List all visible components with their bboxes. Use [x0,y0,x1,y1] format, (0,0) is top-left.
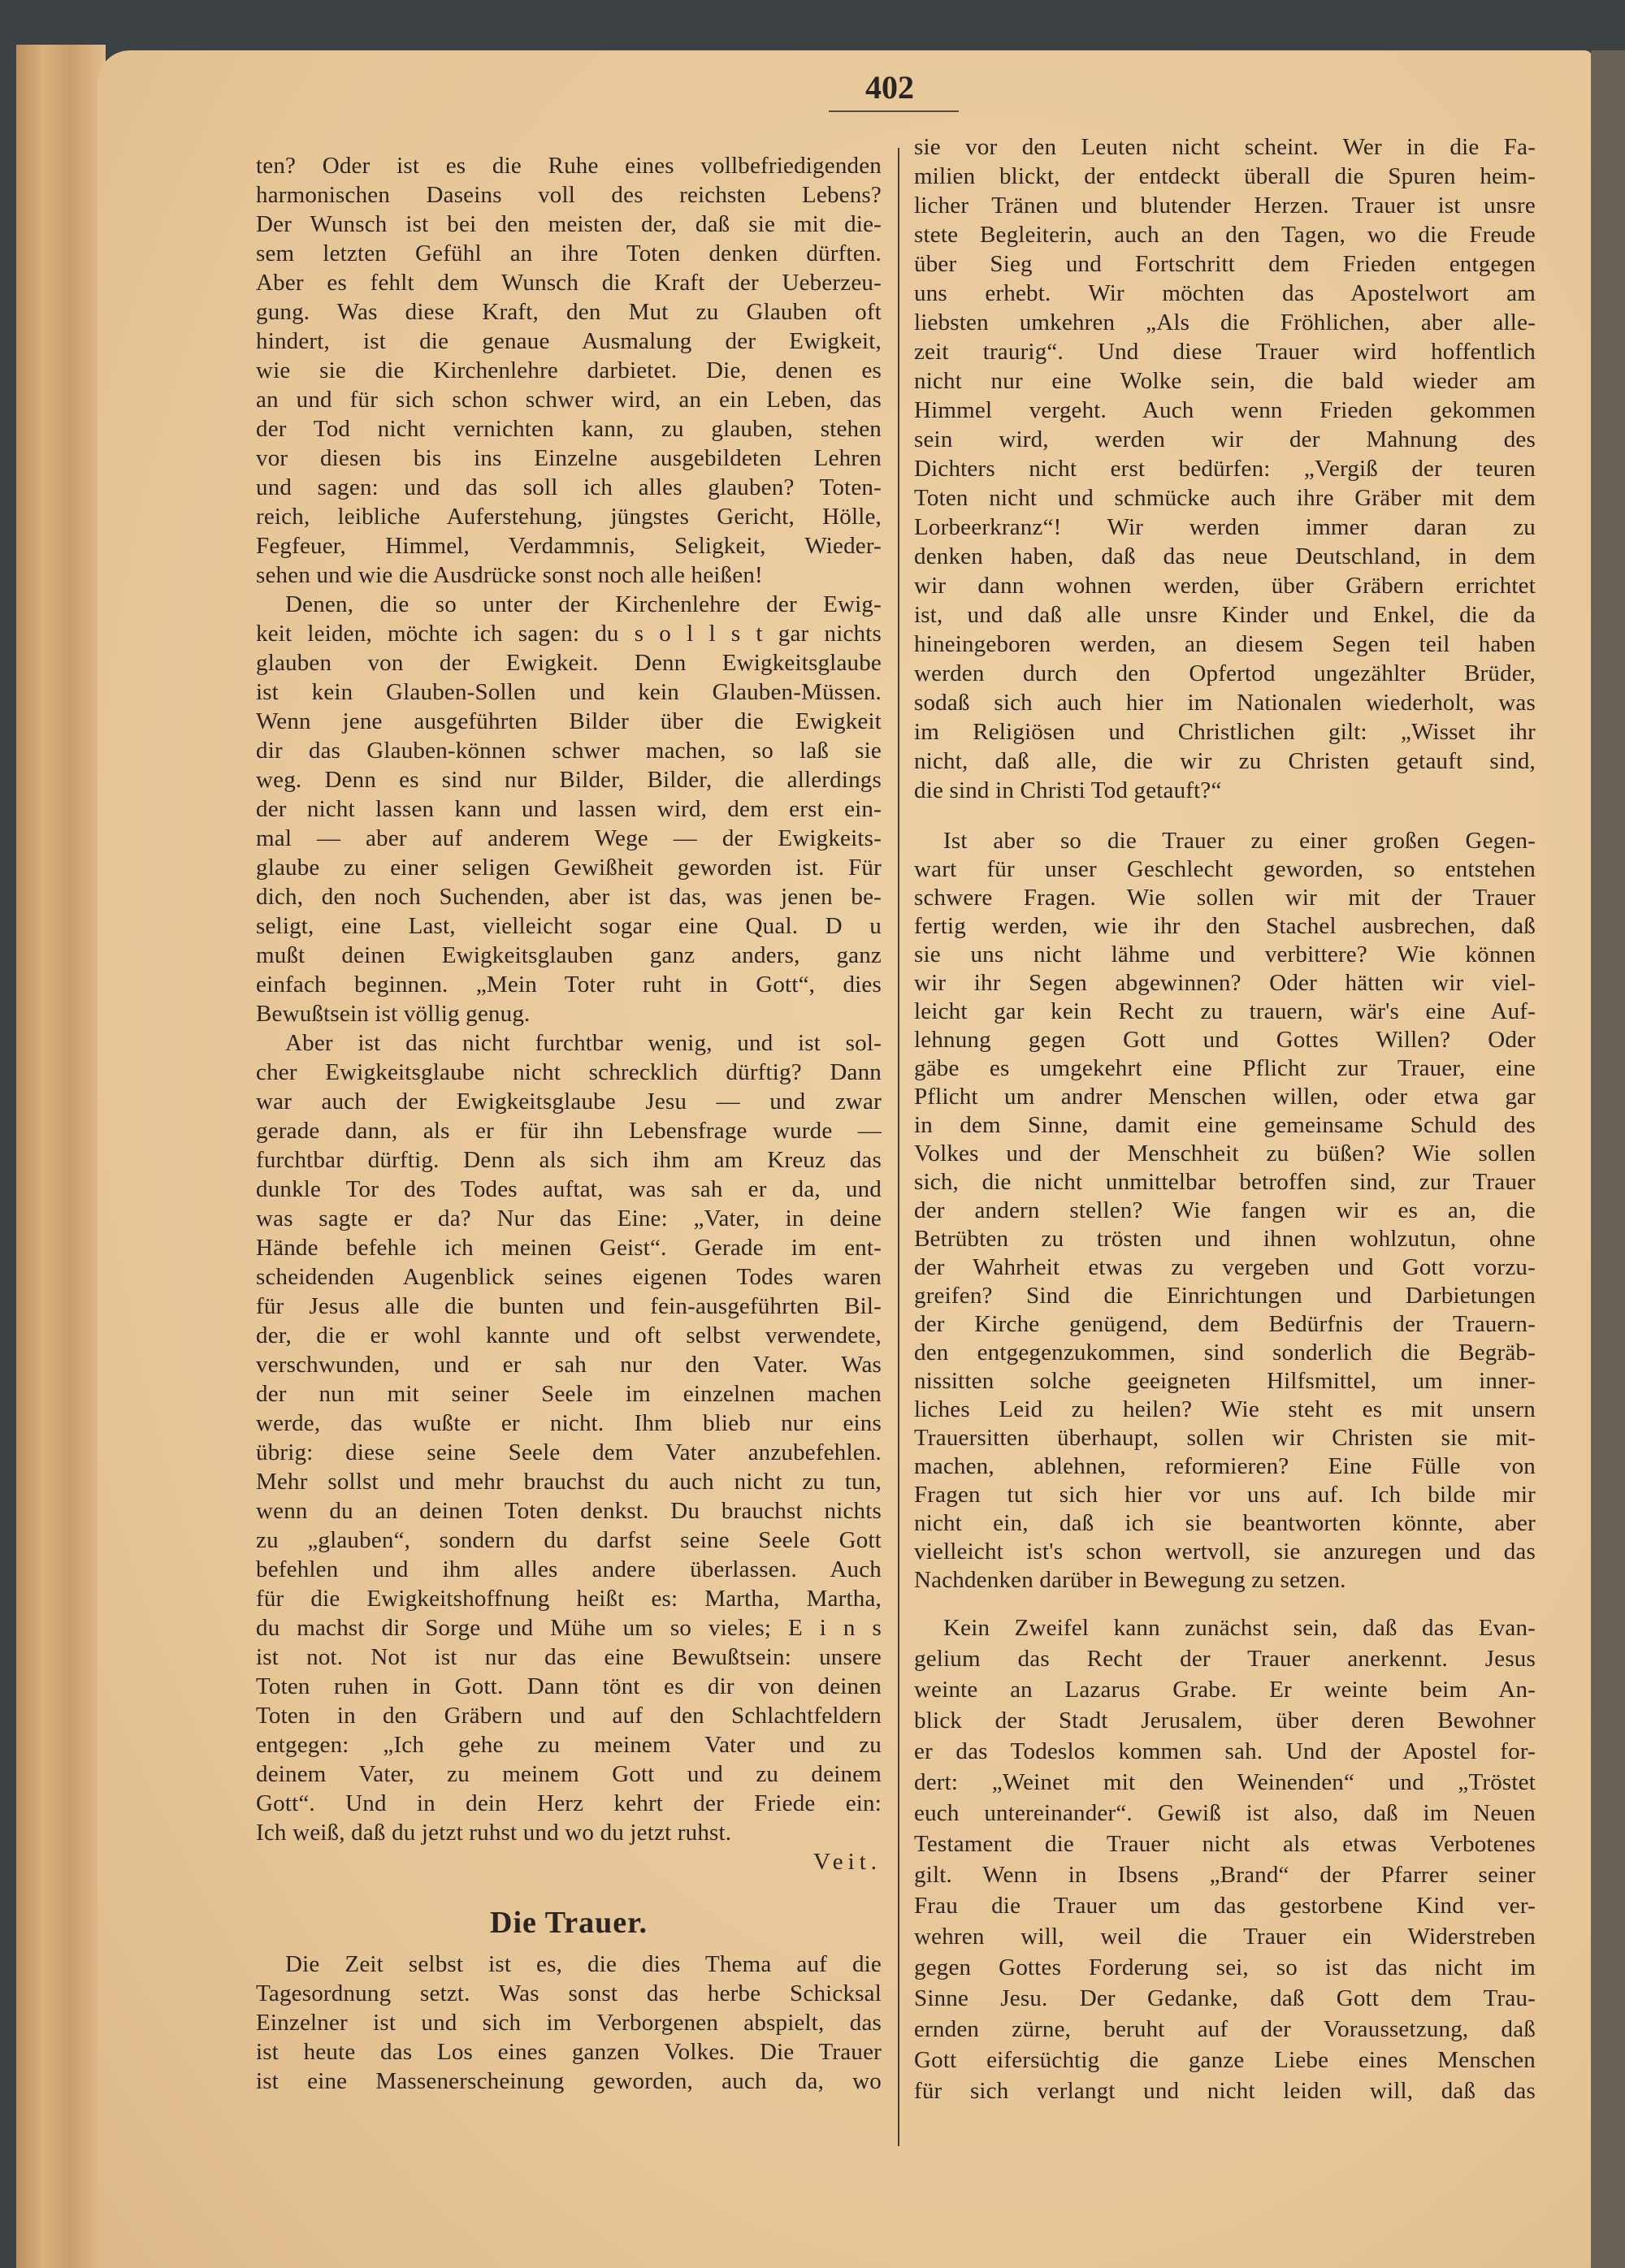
text-line: vor diesen bis ins Einzelne ausgebildeten Lehren [256,445,882,471]
text-line: Die Zeit selbst ist es, die dies Thema auf die [285,1951,882,1977]
text-line: Dichters nicht erst bedürfen: „Vergiß der teuren [914,456,1536,482]
text-line: mal — aber auf anderem Wege — der Ewigkeits- [256,825,882,851]
text-line: hineingeboren werden, an diesem Segen teil haben [914,631,1536,657]
text-line: war auch der Ewigkeitsglaube Jesu — und zwar [256,1089,882,1115]
text-line: dir das Glauben-können schwer machen, so laß sie [256,738,882,764]
text-line: werden durch den Opfertod ungezählter Brüder, [914,660,1536,686]
text-line: Aber ist das nicht furchtbar wenig, und ist sol- [285,1030,882,1056]
page-number: 402 [865,69,914,106]
text-line: zeit traurig“. Und diese Trauer wird hoffentlich [914,339,1536,365]
text-line: der Kirche genügend, dem Bedürfnis der Trauern- [914,1311,1536,1337]
text-line: für Jesus alle die bunten und fein-ausgeführten Bil- [256,1293,882,1319]
text-line: die sind in Christi Tod getauft?“ [914,777,1222,803]
text-line: gerade dann, als er für ihn Lebensfrage wurde — [256,1118,882,1144]
text-line: ist not. Not ist nur das eine Bewußtsein: unsere [256,1644,882,1670]
text-line: entgegen: „Ich gehe zu meinem Vater und zu [256,1732,882,1758]
text-line: liebsten umkehren „Als die Fröhlichen, aber alle- [914,309,1536,335]
text-line: dert: „Weinet mit den Weinenden“ und „Tröstet [914,1769,1536,1795]
text-line: greifen? Sind die Einrichtungen und Darbietungen [914,1283,1536,1309]
text-line: Testament die Trauer nicht als etwas Verbotenes [914,1831,1536,1857]
text-line: zu „glauben“, sondern du darfst seine Seele Gott [256,1527,882,1553]
text-line: sie vor den Leuten nicht scheint. Wer in die Fa- [914,134,1536,160]
text-line: der nun mit seiner Seele im einzelnen machen [256,1381,882,1407]
text-line: der, die er wohl kannte und oft selbst verwendete, [256,1322,882,1348]
text-line: seligt, eine Last, vielleicht sogar eine Qual. D u [256,913,882,939]
text-line: und sagen: und das soll ich alles glauben? Toten- [256,474,882,500]
page-edges [16,45,106,2268]
text-line: euch untereinander“. Gewiß ist also, daß im Neuen [914,1800,1536,1826]
text-line: vielleicht ist's schon wertvoll, sie anzuregen und das [914,1539,1536,1565]
text-line: wenn du an deinen Toten denkst. Du brauchst nichts [256,1498,882,1524]
text-line: glauben von der Ewigkeit. Denn Ewigkeitsglaube [256,650,882,676]
text-line: wehren will, weil die Trauer ein Widerstreben [914,1924,1536,1950]
page-number-rule [829,110,959,112]
text-line: du machst dir Sorge und Mühe um so vieles; E i n s [256,1615,882,1641]
text-line: für sich verlangt und nicht leiden will, daß das [914,2078,1536,2104]
text-line: sein wird, werden wir der Mahnung des [914,426,1536,452]
text-line: Denen, die so unter der Kirchenlehre der Ewig- [285,591,882,617]
text-line: Gott“. Und in dein Herz kehrt der Friede ein: [256,1790,882,1816]
text-line: uns erhebt. Wir möchten das Apostelwort am [914,280,1536,306]
text-line: weg. Denn es sind nur Bilder, Bilder, die allerdings [256,767,882,793]
text-line: im Religiösen und Christlichen gilt: „Wisset ihr [914,719,1536,745]
text-line: ist, und daß alle unsre Kinder und Enkel, die da [914,602,1536,628]
text-line: Trauersitten überhaupt, sollen wir Christen sie mit- [914,1425,1536,1451]
text-line: gelium das Recht der Trauer anerkennt. Jesus [914,1646,1536,1672]
text-line: wir dann wohnen werden, über Gräbern errichtet [914,573,1536,599]
text-line: der nicht lassen kann und lassen wird, dem erst ein- [256,796,882,822]
text-line: nicht nur eine Wolke sein, die bald wieder am [914,368,1536,394]
text-line: Wenn jene ausgeführten Bilder über die Ewigkeit [256,708,882,734]
text-line: liches Leid zu heilen? Wie steht es mit unsern [914,1396,1536,1422]
right-column-paragraph-1 [914,132,1536,805]
text-line: cher Ewigkeitsglaube nicht schrecklich dürftig? Dann [256,1059,882,1085]
text-line: Ich weiß, daß du jetzt ruhst und wo du jetzt ruhst. [256,1820,732,1846]
text-line: ernden zürne, beruht auf der Voraussetzung, daß [914,2016,1536,2042]
text-line: Fegfeuer, Himmel, Verdammnis, Seligkeit, Wieder- [256,533,882,559]
text-line: werde, das wußte er nicht. Ihm blieb nur eins [256,1410,882,1436]
text-line: über Sieg und Fortschritt dem Frieden entgegen [914,251,1536,277]
text-line: gung. Was diese Kraft, den Mut zu Glauben oft [256,299,882,325]
text-line: Kein Zweifel kann zunächst sein, daß das Evan- [943,1615,1536,1641]
text-line: leicht gar kein Recht zu trauern, wär's eine Auf- [914,998,1536,1024]
binding-edge [1591,50,1625,2268]
text-line: sem letzten Gefühl an ihre Toten denken dürften. [256,240,882,266]
column-divider [898,148,899,2146]
text-line: Toten in den Gräbern und auf den Schlachtfeldern [256,1703,882,1729]
text-line: gilt. Wenn in Ibsens „Brand“ der Pfarrer seiner [914,1862,1536,1888]
text-line: furchtbar dürftig. Denn als sich ihm am Kreuz das [256,1147,882,1173]
text-line: Toten ruhen in Gott. Dann tönt es dir von deinen [256,1673,882,1699]
text-line: Aber es fehlt dem Wunsch die Kraft der Ueberzeu- [256,270,882,296]
text-line: Lorbeerkranz“! Wir werden immer daran zu [914,514,1536,540]
text-line: wie sie die Kirchenlehre darbietet. Die, denen es [256,357,882,383]
text-line: Fragen tut sich hier vor uns auf. Ich bilde mir [914,1482,1536,1508]
text-line: Himmel vergeht. Auch wenn Frieden gekommen [914,397,1536,423]
text-line: für die Ewigkeitshoffnung heißt es: Martha, Martha, [256,1586,882,1612]
text-line: Bewußtsein ist völlig genug. [256,1001,531,1027]
text-line: reich, leibliche Auferstehung, jüngstes Gericht, Hölle, [256,504,882,530]
text-line: deinem Vater, zu meinem Gott und zu deinem [256,1761,882,1787]
text-line: gegen Gottes Forderung sei, so ist das nicht im [914,1954,1536,1980]
text-line: der Tod nicht vernichten kann, zu glauben, stehen [256,416,882,442]
text-line: glaube zu einer seligen Gewißheit geworden ist. Für [256,855,882,881]
text-line: wir ihr Segen abgewinnen? Oder hätten wir viel- [914,970,1536,996]
text-line: sie uns nicht lähme und verbittere? Wie können [914,941,1536,967]
text-line: nicht, daß alle, die wir zu Christen getauft sind, [914,748,1536,774]
author-signature: Veit. [813,1849,882,1875]
text-line: wart für unser Geschlecht geworden, so entstehen [914,856,1536,882]
text-line: ist kein Glauben-Sollen und kein Glauben-Müssen. [256,679,882,705]
text-line: licher Tränen und blutender Herzen. Trauer ist unsre [914,193,1536,219]
article-intro [256,1950,882,2096]
text-line: dunkle Tor des Todes auftat, was sah er da, und [256,1176,882,1202]
text-line: denken haben, daß das neue Deutschland, in dem [914,543,1536,569]
text-line: er das Todeslos kommen sah. Und der Apostel for- [914,1738,1536,1764]
text-line: an und für sich schon schwer wird, an ein Leben, das [256,387,882,413]
text-line: in dem Sinne, damit eine gemeinsame Schuld des [914,1112,1536,1138]
text-line: Der Wunsch ist bei den meisten der, daß sie mit die- [256,211,882,237]
text-line: befehlen und ihm alles andere überlassen. Auch [256,1556,882,1582]
text-line: Gott eifersüchtig die ganze Liebe eines Menschen [914,2047,1536,2073]
text-line: übrig: diese seine Seele dem Vater anzubefehlen. [256,1439,882,1465]
text-line: ist eine Massenerscheinung geworden, auch da, wo [256,2068,882,2094]
text-line: machen, ablehnen, reformieren? Eine Fülle von [914,1453,1536,1479]
text-line: einfach beginnen. „Mein Toter ruht in Gott“, dies [256,972,882,998]
text-line: harmonischen Daseins voll des reichsten Lebens? [256,182,882,208]
text-line: Hände befehle ich meinen Geist“. Gerade im ent- [256,1235,882,1261]
text-line: sehen und wie die Ausdrücke sonst noch alle heißen! [256,562,763,588]
left-column [256,151,882,1876]
text-line: Tagesordnung setzt. Was sonst das herbe Schicksal [256,1980,882,2006]
text-line: dich, den noch Suchenden, aber ist das, was jenen be- [256,884,882,910]
text-line: Nachdenken darüber in Bewegung zu setzen. [914,1567,1346,1593]
text-line: scheidenden Augenblick seines eigenen Todes waren [256,1264,882,1290]
text-line: den entgegenzukommen, sind sonderlich die Begräb- [914,1340,1536,1366]
text-line: Pflicht um andrer Menschen willen, oder etwa gar [914,1084,1536,1110]
text-line: milien blickt, der entdeckt überall die Spuren heim- [914,163,1536,189]
text-line: fertig werden, wie ihr den Stachel ausbrechen, daß [914,913,1536,939]
text-line: ist heute das Los eines ganzen Volkes. Die Trauer [256,2039,882,2065]
text-line: hindert, ist die genaue Ausmalung der Ewigkeit, [256,328,882,354]
right-column-paragraph-2 [914,827,1536,1595]
text-line: Ist aber so die Trauer zu einer großen Gegen- [943,828,1536,854]
text-line: blick der Stadt Jerusalem, über deren Bewohner [914,1707,1536,1733]
text-line: der andern stellen? Wie fangen wir es an, die [914,1197,1536,1223]
text-line: der Wahrheit etwas zu vergeben und Gott vorzu- [914,1254,1536,1280]
text-line: keit leiden, möchte ich sagen: du s o l l s t gar nichts [256,621,882,647]
text-line: weinte an Lazarus Grabe. Er weinte beim An- [914,1677,1536,1703]
text-line: sodaß sich auch hier im Nationalen wiederholt, was [914,690,1536,716]
text-line: stete Begleiterin, auch an den Tagen, wo die Freude [914,222,1536,248]
text-line: Toten nicht und schmücke auch ihre Gräber mit dem [914,485,1536,511]
article-heading: Die Trauer. [490,1906,648,1940]
text-line: Frau die Trauer um das gestorbene Kind ver- [914,1893,1536,1919]
text-line: Betrübten zu trösten und ihnen wohlzutun, ohne [914,1226,1536,1252]
text-line: verschwunden, und er sah nur den Vater. Was [256,1352,882,1378]
text-line: Einzelner ist und sich im Verborgenen abspielt, das [256,2010,882,2036]
text-line: ten? Oder ist es die Ruhe eines vollbefriedigenden [256,153,882,179]
text-line: Volkes und der Menschheit zu büßen? Wie sollen [914,1140,1536,1166]
text-line: Sinne Jesu. Der Gedanke, daß Gott dem Trau- [914,1985,1536,2011]
right-column-paragraph-3 [914,1612,1536,2106]
text-line: was sagte er da? Nur das Eine: „Vater, in deine [256,1205,882,1231]
text-line: schwere Fragen. Wie sollen wir mit der Trauer [914,885,1536,911]
text-line: nissitten solche geeigneten Hilfsmittel, um inner- [914,1368,1536,1394]
text-line: mußt deinen Ewigkeitsglauben ganz anders, ganz [256,942,882,968]
text-line: sich, die nicht unmittelbar betroffen sind, zur Trauer [914,1169,1536,1195]
text-line: nicht ein, daß ich sie beantworten könnte, aber [914,1510,1536,1536]
text-line: Mehr sollst und mehr brauchst du auch nicht zu tun, [256,1469,882,1495]
text-line: lehnung gegen Gott und Gottes Willen? Oder [914,1027,1536,1053]
text-line: gäbe es umgekehrt eine Pflicht zur Trauer, eine [914,1055,1536,1081]
